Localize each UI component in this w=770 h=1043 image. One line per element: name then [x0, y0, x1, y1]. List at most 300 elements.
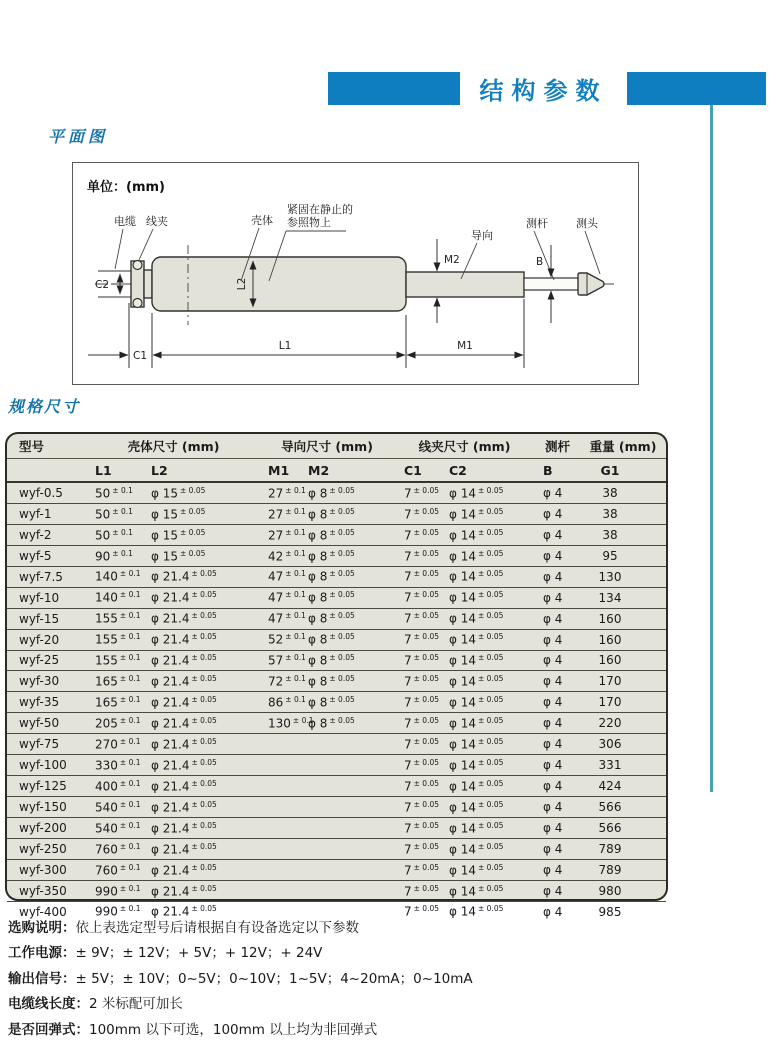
table-group-header-row	[7, 434, 666, 458]
clamp-label: 线夹	[146, 215, 168, 228]
table-row	[7, 650, 666, 671]
cell-value: φ 14	[449, 528, 476, 543]
cell-tolerance: ± 0.1	[285, 590, 306, 600]
value-cell	[302, 632, 394, 647]
cell-value: φ 14	[449, 507, 476, 522]
table-row	[7, 775, 666, 796]
footer-line	[8, 967, 708, 992]
cell-tolerance: ± 0.1	[119, 862, 141, 872]
cell-value: φ 8	[308, 695, 328, 710]
dim-l1-label: L1	[278, 340, 292, 352]
value-cell	[260, 485, 306, 501]
value-cell	[580, 779, 640, 793]
model-cell: wyf-0.5	[19, 485, 63, 500]
cell-value: φ 21.4	[151, 884, 190, 899]
cell-tolerance: ± 0.05	[413, 820, 440, 830]
cell-value: 789	[598, 841, 622, 856]
value-cell	[394, 737, 442, 752]
cell-tolerance: ± 0.05	[478, 695, 504, 705]
cell-tolerance: ± 0.1	[285, 506, 306, 516]
value-cell	[302, 549, 394, 564]
cell-tolerance: ± 0.05	[191, 820, 217, 830]
cell-tolerance: ± 0.1	[119, 778, 141, 788]
cell-tolerance: ± 0.1	[119, 904, 141, 914]
cell-tolerance: ± 0.05	[478, 716, 504, 726]
cell-value: 540	[95, 821, 118, 836]
value-cell	[302, 716, 394, 731]
value-cell	[580, 612, 640, 626]
cell-value: φ 8	[308, 569, 328, 584]
value-cell	[442, 632, 535, 647]
value-cell	[580, 716, 640, 730]
cell-tolerance: ± 0.05	[413, 716, 440, 726]
table-row	[7, 566, 666, 587]
model-cell: wyf-35	[19, 695, 60, 710]
cell-value: φ 4	[543, 716, 563, 731]
cell-value: 27	[268, 507, 284, 522]
value-cell	[442, 549, 535, 564]
value-cell	[442, 821, 535, 836]
value-cell	[394, 653, 442, 668]
footer-notes	[8, 916, 708, 1043]
cell-tolerance: ± 0.05	[413, 862, 440, 872]
table-row	[7, 880, 666, 901]
value-cell	[535, 716, 580, 730]
housing-body	[152, 257, 406, 311]
cell-tolerance: ± 0.1	[119, 736, 141, 746]
cell-tolerance: ± 0.05	[191, 674, 217, 684]
cell-tolerance: ± 0.05	[329, 632, 355, 642]
cell-value: 566	[598, 820, 622, 835]
value-cell	[535, 507, 580, 521]
cell-tolerance: ± 0.05	[180, 548, 206, 558]
cell-tolerance: ± 0.05	[413, 841, 440, 851]
cell-value: 160	[598, 611, 622, 626]
cell-value: φ 14	[449, 737, 476, 752]
value-cell	[535, 842, 580, 856]
cell-value: 38	[602, 506, 618, 521]
cell-tolerance: ± 0.05	[191, 736, 217, 746]
value-cell	[442, 884, 535, 899]
cell-value: 7	[404, 779, 412, 794]
sub-header-m2: M2	[308, 462, 330, 478]
guide-rod	[406, 272, 524, 297]
cell-tolerance: ± 0.1	[285, 653, 306, 663]
cell-tolerance: ± 0.1	[119, 716, 141, 726]
value-cell	[580, 695, 640, 709]
cell-value: φ 21.4	[151, 758, 190, 773]
value-cell	[580, 737, 640, 751]
value-cell	[144, 779, 260, 794]
model-cell: wyf-200	[19, 820, 67, 835]
cell-value: φ 15	[151, 528, 178, 543]
cell-tolerance: ± 0.05	[191, 862, 217, 872]
cell-value: φ 21.4	[151, 863, 190, 878]
value-cell	[144, 569, 260, 584]
value-cell	[260, 590, 306, 605]
fixed-note-line1: 紧固在静止的	[287, 203, 353, 216]
footer-line-label: 选购说明：	[8, 920, 76, 936]
cell-value: 7	[404, 821, 412, 836]
cell-value: φ 14	[449, 863, 476, 878]
model-cell: wyf-400	[19, 904, 67, 919]
cell-tolerance: ± 0.05	[180, 485, 206, 495]
dim-b-label: B	[536, 256, 544, 268]
sub-header-g1: G1	[600, 462, 620, 478]
value-cell	[394, 528, 442, 543]
value-cell	[144, 590, 260, 605]
value-cell	[302, 653, 394, 668]
value-cell	[260, 716, 314, 731]
cell-tolerance: ± 0.1	[285, 485, 306, 495]
cell-value: 424	[598, 779, 622, 794]
cell-tolerance: ± 0.05	[413, 799, 440, 809]
value-cell	[394, 611, 442, 626]
cell-tolerance: ± 0.05	[478, 736, 504, 746]
model-cell: wyf-25	[19, 653, 60, 668]
value-cell	[394, 842, 442, 857]
cable-leader-line	[115, 229, 123, 269]
model-cell: wyf-50	[19, 716, 60, 731]
value-cell	[580, 486, 640, 500]
cell-value: 155	[95, 653, 118, 668]
cell-value: 7	[404, 695, 412, 710]
value-cell	[260, 548, 306, 564]
cell-tolerance: ± 0.1	[285, 695, 306, 705]
cell-value: 7	[404, 549, 412, 564]
cell-tolerance: ± 0.05	[478, 527, 504, 537]
cell-value: φ 4	[543, 779, 563, 794]
cell-value: 47	[268, 611, 284, 626]
table-sub-header-row	[7, 458, 666, 481]
cell-value: 50	[95, 528, 111, 543]
cell-tolerance: ± 0.05	[329, 548, 355, 558]
cell-value: φ 8	[308, 674, 328, 689]
value-cell	[442, 569, 535, 584]
value-cell	[442, 758, 535, 773]
value-cell	[535, 737, 580, 751]
cell-tolerance: ± 0.05	[413, 674, 440, 684]
value-cell	[442, 737, 535, 752]
cell-value: φ 21.4	[151, 674, 190, 689]
sensor-diagram	[73, 163, 638, 384]
value-cell	[580, 591, 640, 605]
cell-tolerance: ± 0.1	[112, 485, 133, 495]
stem-rod	[524, 278, 579, 290]
value-cell	[87, 737, 144, 752]
value-cell	[394, 800, 442, 815]
value-cell	[260, 674, 306, 689]
cell-value: 7	[404, 507, 412, 522]
cell-value: 160	[598, 653, 622, 668]
dim-l2-label: L2	[236, 277, 248, 291]
cell-value: 95	[602, 548, 618, 563]
footer-line-text: 100mm 以下可选，100mm 以上均为非回弹式	[89, 1021, 378, 1038]
value-cell	[87, 674, 144, 689]
cable-label: 电缆	[114, 215, 136, 228]
value-cell	[302, 507, 394, 522]
cell-value: 985	[598, 904, 622, 919]
cell-tolerance: ± 0.05	[413, 757, 440, 767]
value-cell	[535, 612, 580, 626]
cell-tolerance: ± 0.05	[478, 757, 504, 767]
value-cell	[580, 528, 640, 542]
cell-value: φ 21.4	[151, 695, 190, 710]
table-row	[7, 712, 666, 733]
cell-value: 7	[404, 863, 412, 878]
value-cell	[260, 695, 306, 710]
value-cell	[87, 549, 144, 564]
cell-value: 86	[268, 695, 284, 710]
cell-tolerance: ± 0.05	[191, 632, 217, 642]
table-row	[7, 481, 666, 503]
cell-value: φ 4	[543, 485, 563, 500]
value-cell	[580, 674, 640, 688]
cell-value: φ 14	[449, 632, 476, 647]
cell-tolerance: ± 0.1	[112, 548, 133, 558]
cell-tolerance: ± 0.1	[285, 548, 306, 558]
guide-label: 导向	[471, 229, 493, 242]
value-cell	[394, 716, 442, 731]
cell-value: φ 14	[449, 821, 476, 836]
cell-value: 42	[268, 549, 284, 564]
clamp-leader-line	[139, 229, 153, 260]
cell-tolerance: ± 0.1	[119, 799, 141, 809]
value-cell	[394, 779, 442, 794]
cell-tolerance: ± 0.05	[180, 527, 206, 537]
value-cell	[260, 632, 306, 647]
col-header-clamp: 线夹尺寸 (mm)	[418, 439, 511, 454]
value-cell	[302, 590, 394, 605]
value-cell	[442, 800, 535, 815]
cell-tolerance: ± 0.05	[413, 590, 440, 600]
table-row	[7, 608, 666, 629]
cell-value: φ 15	[151, 549, 178, 564]
value-cell	[535, 674, 580, 688]
cell-tolerance: ± 0.05	[478, 674, 504, 684]
value-cell	[144, 549, 260, 564]
footer-line	[8, 1018, 708, 1043]
cell-tolerance: ± 0.1	[292, 716, 314, 726]
cell-tolerance: ± 0.05	[191, 799, 217, 809]
clamp-screw-top	[133, 261, 142, 270]
model-cell: wyf-1	[19, 506, 52, 521]
value-cell	[442, 695, 535, 710]
cell-value: φ 8	[308, 486, 328, 501]
cell-tolerance: ± 0.05	[191, 569, 217, 579]
cell-value: 760	[95, 863, 118, 878]
cell-value: φ 8	[308, 611, 328, 626]
value-cell	[535, 591, 580, 605]
cell-tolerance: ± 0.05	[191, 778, 217, 788]
value-cell	[87, 779, 144, 794]
cell-tolerance: ± 0.05	[413, 736, 440, 746]
cell-value: φ 14	[449, 653, 476, 668]
model-cell: wyf-15	[19, 611, 60, 626]
table-row	[7, 796, 666, 817]
cell-value: φ 8	[308, 632, 328, 647]
value-cell	[535, 695, 580, 709]
cell-value: 7	[404, 611, 412, 626]
value-cell	[144, 884, 260, 899]
value-cell	[87, 569, 144, 584]
cell-tolerance: ± 0.1	[119, 590, 141, 600]
cell-value: 27	[268, 486, 284, 501]
plan-view-heading: 平面图	[48, 127, 109, 146]
spec-table-heading: 规格尺寸	[8, 397, 81, 416]
value-cell	[394, 884, 442, 899]
value-cell	[580, 884, 640, 898]
value-cell	[442, 486, 535, 501]
footer-line	[8, 992, 708, 1017]
value-cell	[580, 800, 640, 814]
cell-value: φ 14	[449, 884, 476, 899]
cell-value: 134	[598, 590, 622, 605]
table-row	[7, 503, 666, 524]
page-title: 结构参数	[479, 77, 608, 105]
clamp-screw-bottom	[133, 299, 142, 308]
value-cell	[535, 653, 580, 667]
cell-tolerance: ± 0.05	[191, 653, 217, 663]
cell-tolerance: ± 0.05	[329, 506, 355, 516]
cell-tolerance: ± 0.05	[478, 778, 504, 788]
cell-tolerance: ± 0.05	[478, 485, 504, 495]
col-header-guide: 导向尺寸 (mm)	[281, 439, 373, 454]
cell-value: 72	[268, 674, 284, 689]
cell-tolerance: ± 0.1	[285, 569, 306, 579]
cell-tolerance: ± 0.05	[478, 590, 504, 600]
cell-value: φ 4	[543, 695, 563, 710]
cell-value: 566	[598, 800, 622, 815]
table-row	[7, 838, 666, 859]
value-cell	[302, 569, 394, 584]
value-cell	[580, 842, 640, 856]
cell-tolerance: ± 0.05	[413, 611, 440, 621]
value-cell	[394, 486, 442, 501]
cell-value: 540	[95, 800, 118, 815]
model-cell: wyf-7.5	[19, 569, 63, 584]
cell-value: 7	[404, 800, 412, 815]
cell-value: 7	[404, 884, 412, 899]
cell-tolerance: ± 0.05	[329, 674, 355, 684]
footer-line-text: ± 5V；± 10V；0~5V；0~10V；1~5V；4~20mA；0~10mA	[75, 970, 473, 987]
cell-tolerance: ± 0.05	[191, 757, 217, 767]
cell-tolerance: ± 0.05	[413, 527, 440, 537]
cell-value: φ 21.4	[151, 716, 190, 731]
cell-value: φ 14	[449, 590, 476, 605]
cell-tolerance: ± 0.05	[478, 653, 504, 663]
cell-tolerance: ± 0.05	[191, 716, 217, 726]
cell-tolerance: ± 0.05	[413, 778, 440, 788]
value-cell	[87, 821, 144, 836]
value-cell	[442, 674, 535, 689]
value-cell	[144, 716, 260, 731]
cell-tolerance: ± 0.05	[413, 653, 440, 663]
cell-value: 38	[602, 485, 618, 500]
value-cell	[144, 611, 260, 626]
stem-label: 测杆	[526, 217, 548, 230]
cell-value: φ 4	[543, 820, 563, 835]
value-cell	[394, 695, 442, 710]
cell-tolerance: ± 0.05	[478, 632, 504, 642]
dim-c1-label: C1	[132, 350, 148, 362]
cell-tolerance: ± 0.05	[329, 569, 355, 579]
cell-tolerance: ± 0.05	[413, 695, 440, 705]
value-cell	[87, 632, 144, 647]
cell-value: φ 4	[543, 862, 563, 877]
value-cell	[144, 821, 260, 836]
cell-tolerance: ± 0.05	[329, 590, 355, 600]
value-cell	[535, 863, 580, 877]
value-cell	[535, 800, 580, 814]
table-row	[7, 754, 666, 775]
header-bar-right	[627, 72, 766, 105]
cell-value: φ 14	[449, 569, 476, 584]
value-cell	[535, 528, 580, 542]
cell-tolerance: ± 0.1	[119, 883, 141, 893]
cell-tolerance: ± 0.05	[478, 506, 504, 516]
value-cell	[302, 611, 394, 626]
value-cell	[580, 863, 640, 877]
value-cell	[580, 653, 640, 667]
model-cell: wyf-300	[19, 862, 67, 877]
cell-value: 140	[95, 569, 118, 584]
value-cell	[144, 737, 260, 752]
col-header-stem: 测杆	[544, 439, 570, 454]
cell-value: 130	[598, 569, 622, 584]
cell-tolerance: ± 0.05	[191, 904, 217, 914]
value-cell	[87, 884, 144, 899]
cell-value: φ 4	[543, 611, 563, 626]
model-cell: wyf-2	[19, 527, 52, 542]
value-cell	[144, 528, 260, 543]
value-cell	[535, 758, 580, 772]
value-cell	[87, 611, 144, 626]
value-cell	[442, 528, 535, 543]
tip-label: 测头	[576, 217, 598, 230]
housing-label: 壳体	[251, 214, 273, 227]
unit-label: 单位：(mm)	[87, 180, 165, 195]
cell-tolerance: ± 0.05	[413, 632, 440, 642]
model-cell: wyf-20	[19, 632, 60, 647]
sub-header-b: B	[543, 462, 553, 478]
cell-tolerance: ± 0.1	[285, 611, 306, 621]
cell-tolerance: ± 0.1	[119, 569, 141, 579]
value-cell	[144, 800, 260, 815]
cell-value: φ 14	[449, 800, 476, 815]
spec-table-body	[7, 481, 666, 922]
model-cell: wyf-5	[19, 548, 52, 563]
value-cell	[260, 653, 306, 668]
value-cell	[394, 674, 442, 689]
cell-tolerance: ± 0.1	[112, 527, 133, 537]
cell-value: φ 21.4	[151, 821, 190, 836]
value-cell	[302, 528, 394, 543]
cell-value: φ 14	[449, 758, 476, 773]
value-cell	[442, 842, 535, 857]
cell-tolerance: ± 0.05	[413, 506, 440, 516]
value-cell	[580, 758, 640, 772]
value-cell	[144, 486, 260, 501]
footer-line-text: 2 米标配可加长	[89, 996, 183, 1013]
table-row	[7, 670, 666, 691]
value-cell	[260, 506, 306, 522]
value-cell	[87, 800, 144, 815]
model-cell: wyf-75	[19, 737, 60, 752]
col-header-weight: 重量 (mm)	[589, 439, 657, 454]
cell-tolerance: ± 0.05	[478, 820, 504, 830]
cell-value: 7	[404, 590, 412, 605]
